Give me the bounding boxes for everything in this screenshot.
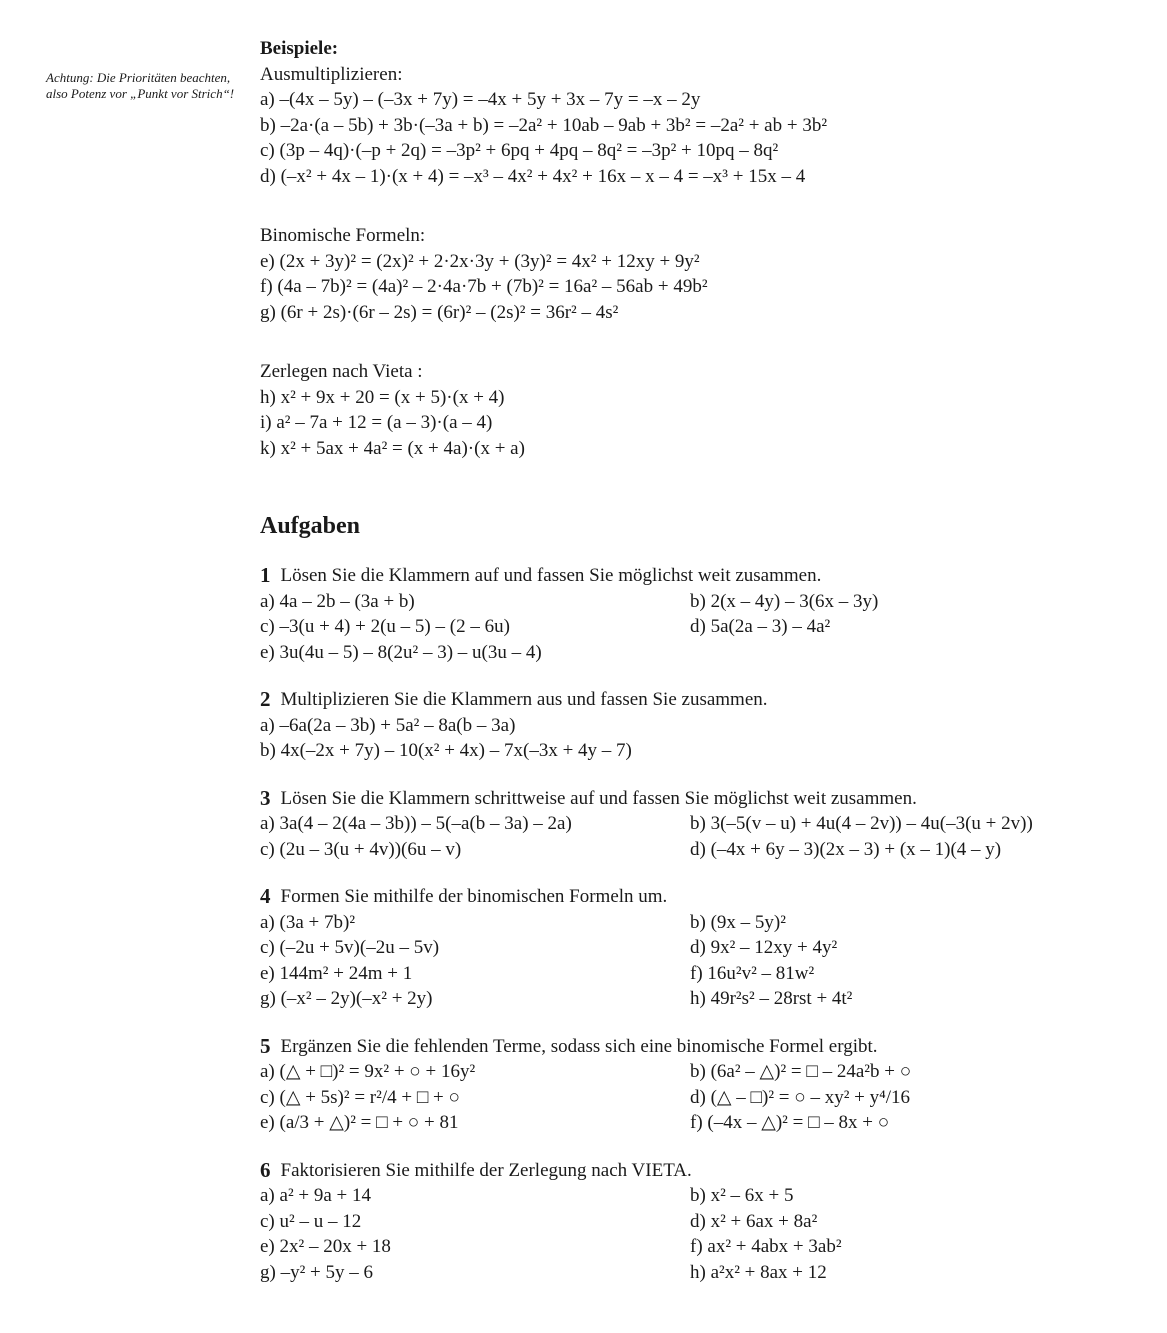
example-line: d) (–x² + 4x – 1)·(x + 4) = –x³ – 4x² + 4x² + 16x – x – 4 = –x³ + 15x – 4	[260, 165, 806, 187]
task-text: Formen Sie mithilfe der binomischen Formeln um.	[280, 886, 668, 907]
task-number: 3	[260, 785, 271, 810]
margin-note: Achtung: Die Prioritäten beachten, also Potenz vor „Punkt vor Strich“!	[46, 70, 235, 101]
task-item: d) x² + 6ax + 8a²	[690, 1210, 818, 1232]
task-2	[260, 687, 1140, 764]
task-item: g) –y² + 5y – 6	[260, 1261, 373, 1283]
task-item: a) a² + 9a + 14	[260, 1185, 372, 1206]
example-line: h) x² + 9x + 20 = (x + 5)·(x + 4)	[260, 386, 505, 408]
examples-group-expand	[260, 62, 1140, 190]
task-item: b) (9x – 5y)²	[690, 911, 786, 933]
task-number: 2	[260, 687, 271, 711]
tasks-title: Aufgaben	[260, 513, 361, 539]
task-5	[260, 1034, 1140, 1136]
task-item: a) 3a(4 – 2(4a – 3b)) – 5(–a(b – 3a) – 2a)	[260, 813, 572, 834]
task-text: Lösen Sie die Klammern auf und fassen Sie möglichst weit zusammen.	[280, 565, 822, 586]
task-number: 5	[260, 1033, 271, 1058]
task-text: Lösen Sie die Klammern schrittweise auf und fassen Sie möglichst weit zusammen.	[280, 787, 917, 809]
example-line: b) –2a·(a – 5b) + 3b·(–3a + b) = –2a² + 10ab – 9ab + 3b² = –2a² + ab + 3b²	[260, 114, 828, 136]
example-line: g) (6r + 2s)·(6r – 2s) = (6r)² – (2s)² = 36r² – 4s²	[260, 301, 619, 323]
task-item: e) (a/3 + △)² = □ + ○ + 81	[260, 1112, 459, 1133]
task-item: a) (△ + □)² = 9x² + ○ + 16y²	[260, 1061, 476, 1082]
task-text: Multiplizieren Sie die Klammern aus und fassen Sie zusammen.	[280, 689, 768, 710]
task-item: c) (2u – 3(u + 4v))(6u – v)	[260, 838, 462, 860]
group-heading: Zerlegen nach Vieta :	[260, 361, 423, 382]
example-line: f) (4a – 7b)² = (4a)² – 2·4a·7b + (7b)² = 16a² – 56ab + 49b²	[260, 276, 708, 297]
task-4	[260, 884, 1140, 1012]
page-content	[260, 36, 1140, 1285]
task-number: 4	[260, 884, 271, 908]
task-item: b) 2(x – 4y) – 3(6x – 3y)	[690, 590, 879, 612]
task-item: f) 16u²v² – 81w²	[690, 962, 815, 984]
task-item: c) u² – u – 12	[260, 1210, 362, 1232]
task-1	[260, 563, 1140, 665]
task-item: g) (–x² – 2y)(–x² + 2y)	[260, 988, 433, 1009]
task-text: Ergänzen Sie die fehlenden Terme, sodass sich eine binomische Formel ergibt.	[280, 1035, 878, 1057]
example-line: i) a² – 7a + 12 = (a – 3)·(a – 4)	[260, 412, 493, 433]
task-item: b) x² – 6x + 5	[690, 1185, 794, 1206]
task-text: Faktorisieren Sie mithilfe der Zerlegung nach VIETA.	[280, 1159, 692, 1181]
task-item: c) (–2u + 5v)(–2u – 5v)	[260, 937, 440, 958]
task-item: f) (–4x – △)² = □ – 8x + ○	[690, 1112, 890, 1133]
task-number: 1	[260, 563, 271, 587]
task-item: d) (–4x + 6y – 3)(2x – 3) + (x – 1)(4 – y)	[690, 838, 1002, 860]
task-number: 6	[260, 1157, 271, 1182]
task-item: a) 4a – 2b – (3a + b)	[260, 590, 415, 612]
task-item: h) 49r²s² – 28rst + 4t²	[690, 988, 853, 1009]
task-item: e) 144m² + 24m + 1	[260, 962, 413, 984]
task-6	[260, 1158, 1140, 1286]
task-item: h) a²x² + 8ax + 12	[690, 1261, 827, 1283]
examples-group-vieta	[260, 359, 1140, 461]
task-item: a) (3a + 7b)²	[260, 911, 356, 933]
task-item: e) 3u(4u – 5) – 8(2u² – 3) – u(3u – 4)	[260, 641, 542, 663]
task-item: d) (△ – □)² = ○ – xy² + y⁴/16	[690, 1086, 911, 1108]
example-line: k) x² + 5ax + 4a² = (x + 4a)·(x + a)	[260, 437, 525, 459]
example-line: c) (3p – 4q)·(–p + 2q) = –3p² + 6pq + 4pq – 8q² = –3p² + 10pq – 8q²	[260, 140, 779, 161]
example-line: e) (2x + 3y)² = (2x)² + 2·2x·3y + (3y)² = 4x² + 12xy + 9y²	[260, 250, 700, 272]
example-line: a) –(4x – 5y) – (–3x + 7y) = –4x + 5y + 3x – 7y = –x – 2y	[260, 89, 701, 110]
group-heading: Binomische Formeln:	[260, 225, 426, 246]
examples-group-binomial	[260, 223, 1140, 325]
task-item: e) 2x² – 20x + 18	[260, 1236, 391, 1257]
task-item: d) 9x² – 12xy + 4y²	[690, 937, 838, 958]
task-item: c) (△ + 5s)² = r²/4 + □ + ○	[260, 1086, 460, 1108]
task-item: d) 5a(2a – 3) – 4a²	[690, 616, 831, 637]
examples-title: Beispiele:	[260, 38, 339, 59]
task-item: a) –6a(2a – 3b) + 5a² – 8a(b – 3a)	[260, 714, 516, 736]
task-item: c) –3(u + 4) + 2(u – 5) – (2 – 6u)	[260, 616, 510, 637]
task-item: b) 4x(–2x + 7y) – 10(x² + 4x) – 7x(–3x + 4y – 7)	[260, 740, 632, 761]
task-item: b) 3(–5(v – u) + 4u(4 – 2v)) – 4u(–3(u + 2v))	[690, 813, 1033, 834]
group-heading: Ausmultiplizieren:	[260, 63, 403, 85]
task-item: f) ax² + 4abx + 3ab²	[690, 1236, 842, 1257]
task-3	[260, 786, 1140, 863]
task-item: b) (6a² – △)² = □ – 24a²b + ○	[690, 1061, 912, 1082]
